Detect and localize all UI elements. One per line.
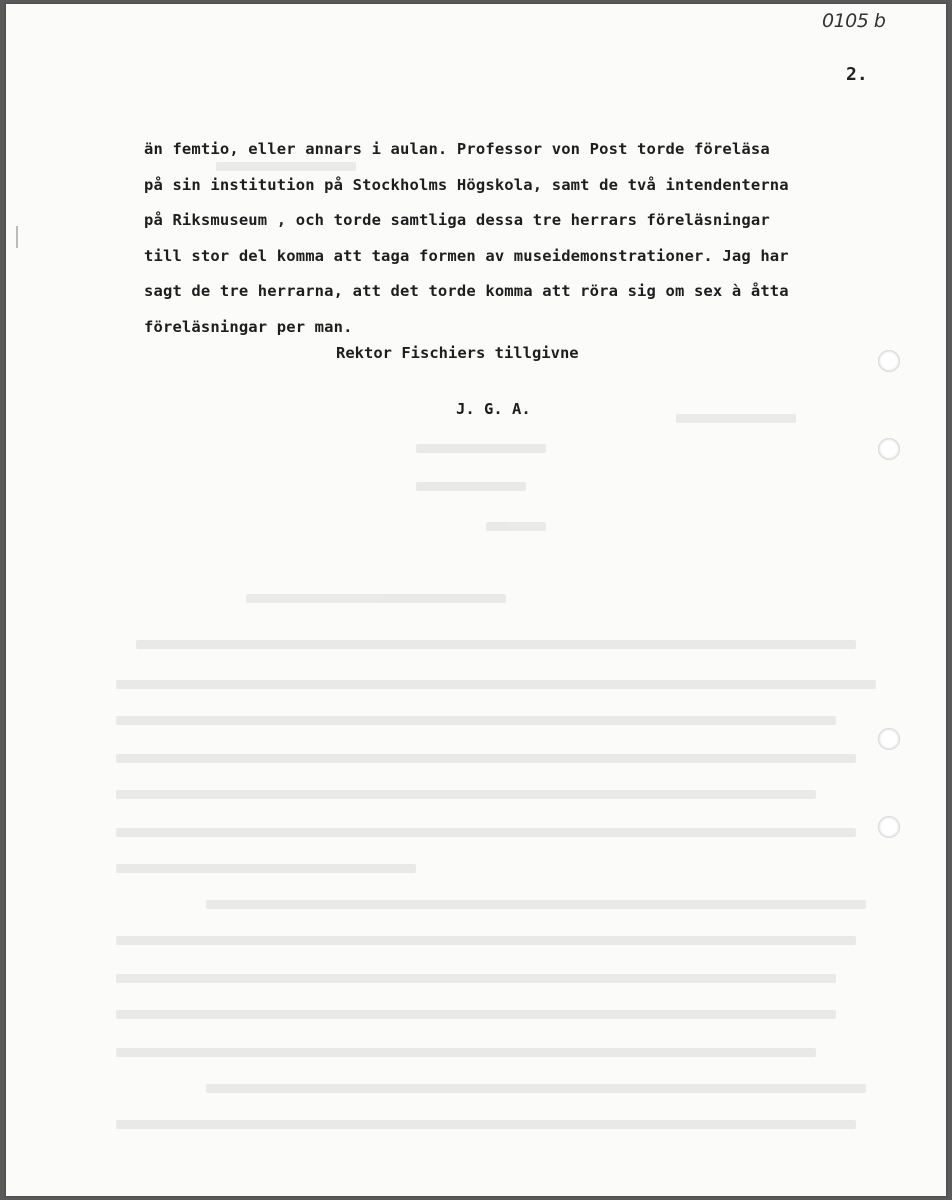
letter-line: föreläsningar per man. — [144, 317, 353, 336]
letter-line: på sin institution på Stockholms Högskola, samt de två intendenterna — [144, 175, 789, 194]
archive-number: 0105 b — [822, 10, 886, 32]
punch-hole — [878, 816, 900, 838]
letter-line: på Riksmuseum , och torde samtliga dessa tre herrars föreläsningar — [144, 211, 770, 229]
punch-hole — [878, 728, 900, 750]
letter-line: än femtio, eller annars i aulan. Professor von Post torde föreläsa — [144, 140, 770, 158]
document-page — [6, 4, 946, 1196]
punch-hole — [878, 438, 900, 460]
page-number: 2. — [846, 64, 868, 85]
closing-line: Rektor Fischiers tillgivne — [336, 344, 579, 362]
punch-hole — [878, 350, 900, 372]
letter-line: sagt de tre herrarna, att det torde komma att röra sig om sex à åtta — [144, 282, 789, 300]
letter-body — [144, 132, 904, 345]
signature-initials: J. G. A. — [456, 400, 531, 418]
letter-line: till stor del komma att taga formen av museidemonstrationer. Jag har — [144, 246, 789, 265]
margin-mark — [16, 226, 18, 248]
